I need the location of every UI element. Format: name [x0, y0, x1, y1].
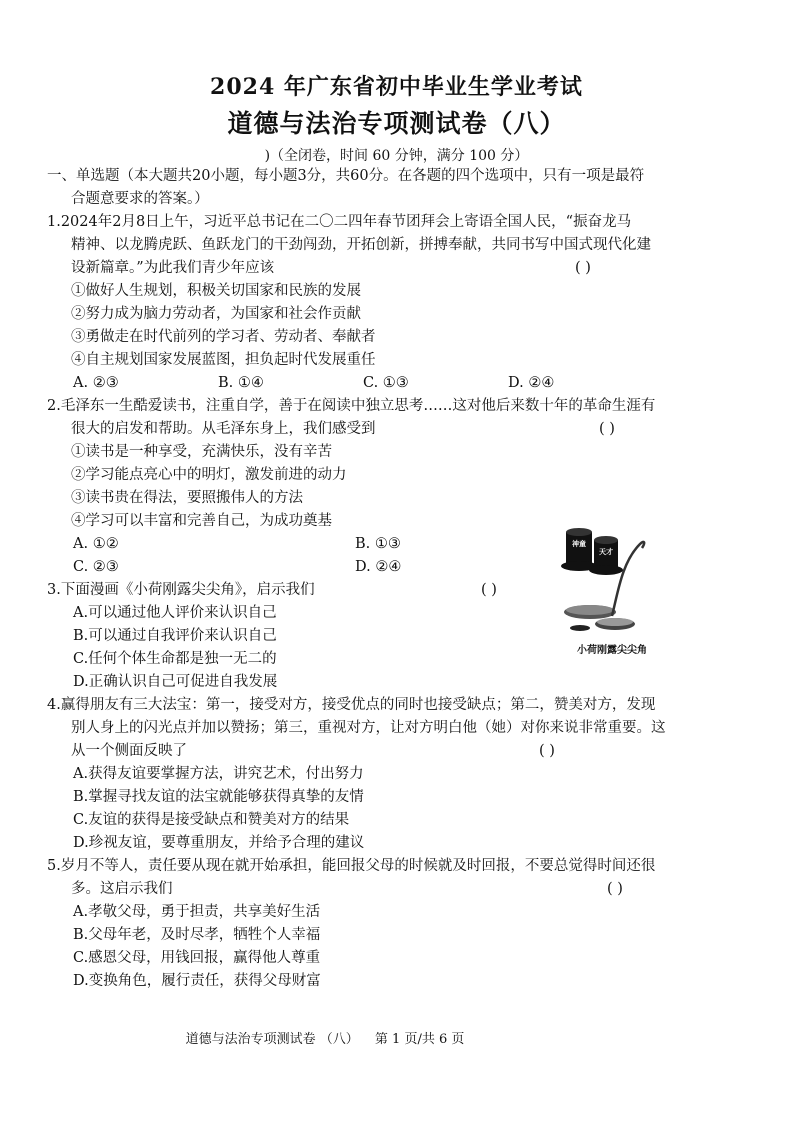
lily-pad-small [570, 625, 590, 631]
question-text [47, 418, 752, 441]
top-hat-genius-icon [561, 528, 597, 571]
option-b: B.可以通过自我评价来认识自己 [73, 628, 277, 644]
question-text: 别人身上的闪光点并加以赞扬；第三，重视对方，让对方明白他（她）对你来说非常重要。这 [71, 720, 666, 736]
lily-pad-left-top [566, 605, 614, 615]
top-hat-talent-icon [589, 536, 623, 575]
question-text: 1.2024年2月8日上午，习近平总书记在二〇二四年春节团拜会上寄语全国人民，“振奋龙马 [47, 214, 632, 230]
lily-pad-right-top [597, 618, 633, 626]
question-1 [47, 211, 752, 395]
option-c: C.友谊的获得是接受缺点和赞美对方的结果 [73, 812, 350, 828]
question-text: 5.岁月不等人，责任要从现在就开始承担，能回报父母的时候就及时回报，不要总觉得时间还很 [47, 858, 656, 874]
question-text [47, 257, 752, 280]
statement-item: ①做好人生规划，积极关切国家和民族的发展 [71, 283, 361, 299]
footer-page-number: 第 1 页/共 6 页 [374, 1032, 465, 1047]
question-text-end: 很大的启发和帮助。从毛泽东身上，我们感受到 [71, 421, 376, 437]
answer-paren: ( ) [575, 260, 591, 276]
answer-paren: ( ) [481, 582, 497, 598]
question-text-end: 多。这启示我们 [71, 881, 173, 897]
option-b: B. ①④ [218, 375, 264, 391]
exam-subject-title: 道德与法治专项测试卷（八） [227, 109, 566, 138]
option-a: A. ①② [73, 536, 119, 552]
option-d: D. ②④ [355, 559, 402, 575]
option-d: D.变换角色，履行责任，获得父母财富 [73, 973, 321, 989]
statement-item: ②学习能点亮心中的明灯，激发前进的动力 [71, 467, 347, 483]
question-text: 2.毛泽东一生酷爱读书，注重自学，善于在阅读中独立思考……这对他后来数十年的革命生涯有 [47, 398, 656, 414]
footer-title: 道德与法治专项测试卷 （八） [185, 1032, 359, 1047]
section-heading: 一、单选题（本大题共20小题，每小题3分，共60分。在各题的四个选项中，只有一项是最符 [47, 168, 645, 184]
comic-caption: 小荷刚露尖尖角 [577, 645, 647, 656]
question-text: 精神、以龙腾虎跃、鱼跃龙门的干劲闯劲，开拓创新，拼搏奉献，共同书写中国式现代化建 [71, 237, 651, 253]
answer-paren: ( ) [539, 743, 555, 759]
statement-item: ②努力成为脑力劳动者，为国家和社会作贡献 [71, 306, 361, 322]
option-c: C. ①③ [363, 375, 409, 391]
question-text [47, 878, 752, 901]
question-4 [47, 694, 752, 855]
question-text-end: 设新篇章。”为此我们青少年应该 [71, 260, 275, 276]
statement-item: ③读书贵在得法，要照搬伟人的方法 [71, 490, 303, 506]
answer-paren: ( ) [599, 421, 615, 437]
question-text-end: 3.下面漫画《小荷刚露尖尖角》，启示我们 [47, 582, 315, 598]
hat-label-2: 天才 [599, 548, 613, 556]
option-a: A.孝敬父母，勇于担责，共享美好生活 [73, 904, 321, 920]
option-d: D.正确认识自己可促进自我发展 [73, 674, 278, 690]
section-heading-cont: 合题意要求的答案。） [71, 191, 209, 207]
option-a: A.获得友谊要掌握方法，讲究艺术，付出努力 [73, 766, 364, 782]
option-d: D. ②④ [508, 375, 555, 391]
option-b: B.掌握寻找友谊的法宝就能够获得真挚的友情 [73, 789, 364, 805]
option-b: B.父母年老，及时尽孝，牺牲个人幸福 [73, 927, 321, 943]
question-5 [47, 855, 752, 993]
option-a: A.可以通过他人评价来认识自己 [73, 605, 277, 621]
statement-item: ③勇做走在时代前列的学习者、劳动者、奉献者 [71, 329, 376, 345]
page-footer [0, 1028, 650, 1047]
exam-info: )（全闭卷，时间 60 分钟，满分 100 分） [264, 148, 529, 164]
answer-options [47, 372, 752, 395]
statement-item: ④自主规划国家发展蓝图，担负起时代发展重任 [71, 352, 376, 368]
option-b: B. ①③ [355, 536, 401, 552]
option-a: A. ②③ [73, 375, 119, 391]
question-text [47, 740, 752, 763]
option-d: D.珍视友谊，要尊重朋友，并给予合理的建议 [73, 835, 365, 851]
exam-title: 2024 年广东省初中毕业生学业考试 [210, 74, 583, 100]
option-c: C.任何个体生命都是独一无二的 [73, 651, 277, 667]
statement-item: ④学习可以丰富和完善自己，为成功奠基 [71, 513, 332, 529]
comic-illustration [560, 512, 660, 640]
answer-paren: ( ) [607, 881, 623, 897]
question-text: 4.赢得朋友有三大法宝：第一，接受对方，接受优点的同时也接受缺点；第二，赞美对方，发现 [47, 697, 656, 713]
statement-item: ①读书是一种享受，充满快乐，没有辛苦 [71, 444, 332, 460]
hat-label-1: 神童 [572, 540, 586, 548]
question-text-end: 从一个侧面反映了 [71, 743, 187, 759]
option-c: C.感恩父母，用钱回报，赢得他人尊重 [73, 950, 321, 966]
option-c: C. ②③ [73, 559, 119, 575]
